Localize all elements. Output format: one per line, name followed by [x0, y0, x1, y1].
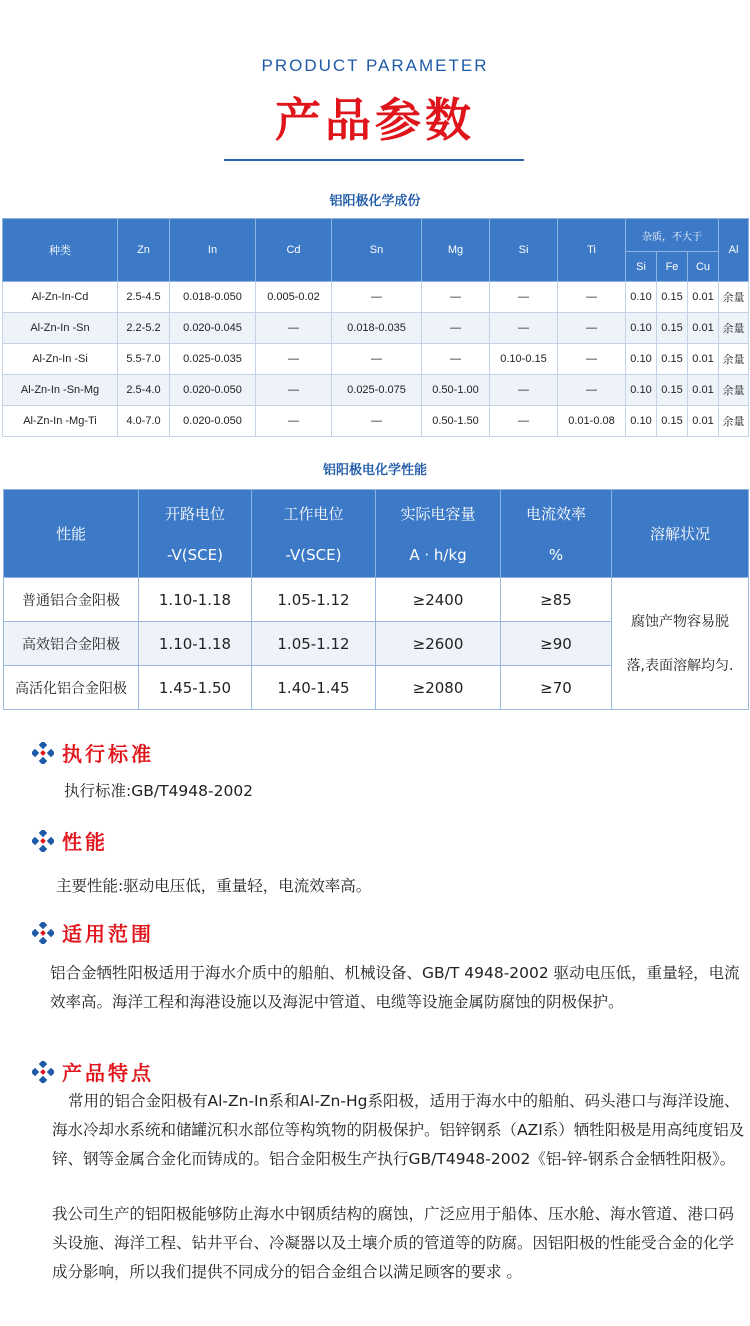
table-cell: 5.5-7.0 [118, 344, 170, 375]
table-cell: 2.5-4.0 [118, 375, 170, 406]
table-cell: 0.01 [688, 313, 719, 344]
table-cell: 0.025-0.075 [332, 375, 422, 406]
dissolution-cell [612, 578, 749, 710]
section-performance-heading [32, 826, 108, 855]
section-performance-text: 主要性能:驱动电压低，重量轻，电流效率高。 [56, 877, 372, 895]
open-circuit-unit: -V(SCE) [167, 546, 223, 564]
table-cell: — [332, 344, 422, 375]
header-divider [224, 159, 524, 161]
chemical-composition-table [2, 218, 749, 437]
table-cell: 0.020-0.045 [170, 313, 256, 344]
table-cell: ≥70 [501, 666, 612, 710]
table-cell: 0.50-1.00 [422, 375, 490, 406]
section-scope-text: 铝合金牺牲阳极适用于海水介质中的船舶、机械设备、GB/T 4948-2002 驱动电压低，重量轻，电流效率高。海洋工程和海港设施以及海泥中管道、电缆等设施金属防腐蚀的阴极保护。 [50, 964, 740, 1011]
table2-header-capacity [376, 490, 501, 578]
table-cell: Al-Zn-In -Sn-Mg [3, 375, 118, 406]
table-cell: 2.5-4.5 [118, 282, 170, 313]
table-cell: 余量 [719, 313, 749, 344]
table-row [3, 313, 749, 344]
table1-subheader-cu: Cu [688, 252, 719, 282]
header-title-en: PRODUCT PARAMETER [261, 56, 489, 75]
table-row [3, 282, 749, 313]
table1-header-si: Si [490, 219, 558, 282]
table-cell: — [558, 313, 626, 344]
table-cell: 4.0-7.0 [118, 406, 170, 437]
table2-header-performance: 性能 [4, 490, 139, 578]
efficiency-unit: % [548, 546, 564, 564]
diamond-bullet-icon [32, 1061, 54, 1083]
table-cell: 0.10-0.15 [490, 344, 558, 375]
table-cell: ≥85 [501, 578, 612, 622]
table-row [4, 578, 749, 622]
table-cell: 余量 [719, 375, 749, 406]
open-circuit-label: 开路电位 [164, 505, 225, 523]
table1-header-type: 种类 [3, 219, 118, 282]
table-cell: — [558, 344, 626, 375]
table1-header-in: In [170, 219, 256, 282]
table-cell: Al-Zn-In -Si [3, 344, 118, 375]
table-cell: Al-Zn-In -Sn [3, 313, 118, 344]
table-cell: — [332, 406, 422, 437]
capacity-unit: A · h/kg [409, 546, 467, 564]
table1-title: 铝阳极化学成份 [329, 194, 421, 209]
table-cell: 2.2-5.2 [118, 313, 170, 344]
section-features-heading [32, 1057, 154, 1086]
table2-header-efficiency [501, 490, 612, 578]
table-cell: 0.01 [688, 344, 719, 375]
table-cell: 1.40-1.45 [252, 666, 376, 710]
table-cell: 0.10 [626, 344, 657, 375]
table-cell: 0.018-0.035 [332, 313, 422, 344]
table-cell: ≥90 [501, 622, 612, 666]
table-cell: — [422, 313, 490, 344]
table-cell: 普通铝合金阳极 [4, 578, 139, 622]
section-standard-text: 执行标准:GB/T4948-2002 [64, 782, 254, 800]
table-cell: 0.15 [657, 344, 688, 375]
table-cell: 1.05-1.12 [252, 622, 376, 666]
table-cell: 余量 [719, 344, 749, 375]
table2-header-working [252, 490, 376, 578]
table-cell: ≥2600 [376, 622, 501, 666]
section-features-text2: 我公司生产的铝阳极能够防止海水中钢质结构的腐蚀，广泛应用于船体、压水舱、海水管道、港口码头设施、海洋工程、钻井平台、冷凝器以及土壤介质的管道等的防腐。因铝阳极的性能受合金的化学成分影响，所以我们提供不同成分的铝合金组合以满足顾客的要求 。 [52, 1205, 735, 1281]
table-cell: — [332, 282, 422, 313]
table-cell: 余量 [719, 282, 749, 313]
table-cell: — [422, 344, 490, 375]
table-cell: 0.018-0.050 [170, 282, 256, 313]
table-cell: 余量 [719, 406, 749, 437]
table-cell: 高活化铝合金阳极 [4, 666, 139, 710]
table2-title: 铝阳极电化学性能 [322, 463, 427, 478]
working-unit: -V(SCE) [285, 546, 342, 564]
table-cell: — [256, 375, 332, 406]
table-cell: ≥2080 [376, 666, 501, 710]
capacity-label: 实际电容量 [400, 505, 476, 523]
table-cell: 1.10-1.18 [139, 578, 252, 622]
table-cell: Al-Zn-In-Cd [3, 282, 118, 313]
table-cell: — [256, 344, 332, 375]
table-cell: 0.01 [688, 282, 719, 313]
table-cell: Al-Zn-In -Mg-Ti [3, 406, 118, 437]
table-cell: 0.10 [626, 282, 657, 313]
table1-subheader-fe: Fe [657, 252, 688, 282]
table-cell: 0.01 [688, 375, 719, 406]
table1-header-cd: Cd [256, 219, 332, 282]
section-scope-heading [32, 918, 154, 947]
table1-header-al: Al [719, 219, 749, 282]
table-cell: ≥2400 [376, 578, 501, 622]
table-cell: 1.10-1.18 [139, 622, 252, 666]
table-row [3, 406, 749, 437]
table-cell: 0.10 [626, 313, 657, 344]
section-scope-title: 适用范围 [62, 922, 154, 946]
working-label: 工作电位 [283, 505, 344, 523]
table-cell: 高效铝合金阳极 [4, 622, 139, 666]
header-title-cn: 产品参数 [275, 93, 475, 147]
table1-header-sn: Sn [332, 219, 422, 282]
table-cell: — [422, 282, 490, 313]
diamond-bullet-icon [32, 922, 54, 944]
dissolution-line2: 落,表面溶解均匀. [626, 657, 734, 674]
efficiency-label: 电流效率 [525, 505, 586, 523]
section-standard-title: 执行标准 [62, 742, 154, 766]
dissolution-line1: 腐蚀产物容易脱 [631, 613, 729, 630]
table-cell: 0.025-0.035 [170, 344, 256, 375]
table-cell: — [256, 406, 332, 437]
table2-header-open-circuit [139, 490, 252, 578]
table-cell: 0.50-1.50 [422, 406, 490, 437]
table1-header-mg: Mg [422, 219, 490, 282]
table-cell: 0.10 [626, 406, 657, 437]
table-cell: — [490, 313, 558, 344]
section-performance-title: 性能 [62, 830, 108, 854]
table-cell: — [490, 282, 558, 313]
table-cell: 1.05-1.12 [252, 578, 376, 622]
table1-header-zn: Zn [118, 219, 170, 282]
table-cell: 0.15 [657, 375, 688, 406]
table-row [3, 344, 749, 375]
diamond-bullet-icon [32, 830, 54, 852]
section-features-text1: 常用的铝合金阳极有Al-Zn-In系和Al-Zn-Hg系阳极，适用于海水中的船舶、码头港口与海洋设施、海水冷却水系统和储罐沉积水部位等构筑物的阴极保护。铝锌钢系（AZI系）牺牲阳极是用高纯度铝及锌、钢等金属合金化而铸成的。铝合金阳极生产执行GB/T4948-2002《铝-锌-钢系合金牺牲阳极》。 [52, 1092, 745, 1168]
table-cell: — [490, 406, 558, 437]
table-cell: 0.15 [657, 406, 688, 437]
section-standard-heading [32, 738, 154, 767]
table-row [3, 375, 749, 406]
table-cell: — [558, 375, 626, 406]
table-cell: 0.01-0.08 [558, 406, 626, 437]
table-cell: 0.15 [657, 282, 688, 313]
table-cell: 0.005-0.02 [256, 282, 332, 313]
diamond-bullet-icon [32, 742, 54, 764]
table2-header-dissolution: 溶解状况 [612, 490, 749, 578]
table-cell: 0.020-0.050 [170, 406, 256, 437]
table-cell: 0.01 [688, 406, 719, 437]
table-cell: — [256, 313, 332, 344]
table-cell: 0.10 [626, 375, 657, 406]
table-cell: 1.45-1.50 [139, 666, 252, 710]
table-cell: 0.020-0.050 [170, 375, 256, 406]
table1-subheader-si: Si [626, 252, 657, 282]
table-cell: 0.15 [657, 313, 688, 344]
table1-header-ti: Ti [558, 219, 626, 282]
table-cell: — [490, 375, 558, 406]
table1-header-impurity: 杂质，不大于 [626, 219, 719, 252]
electrochemical-performance-table [3, 489, 749, 710]
table-cell: — [558, 282, 626, 313]
section-features-title: 产品特点 [62, 1061, 154, 1085]
